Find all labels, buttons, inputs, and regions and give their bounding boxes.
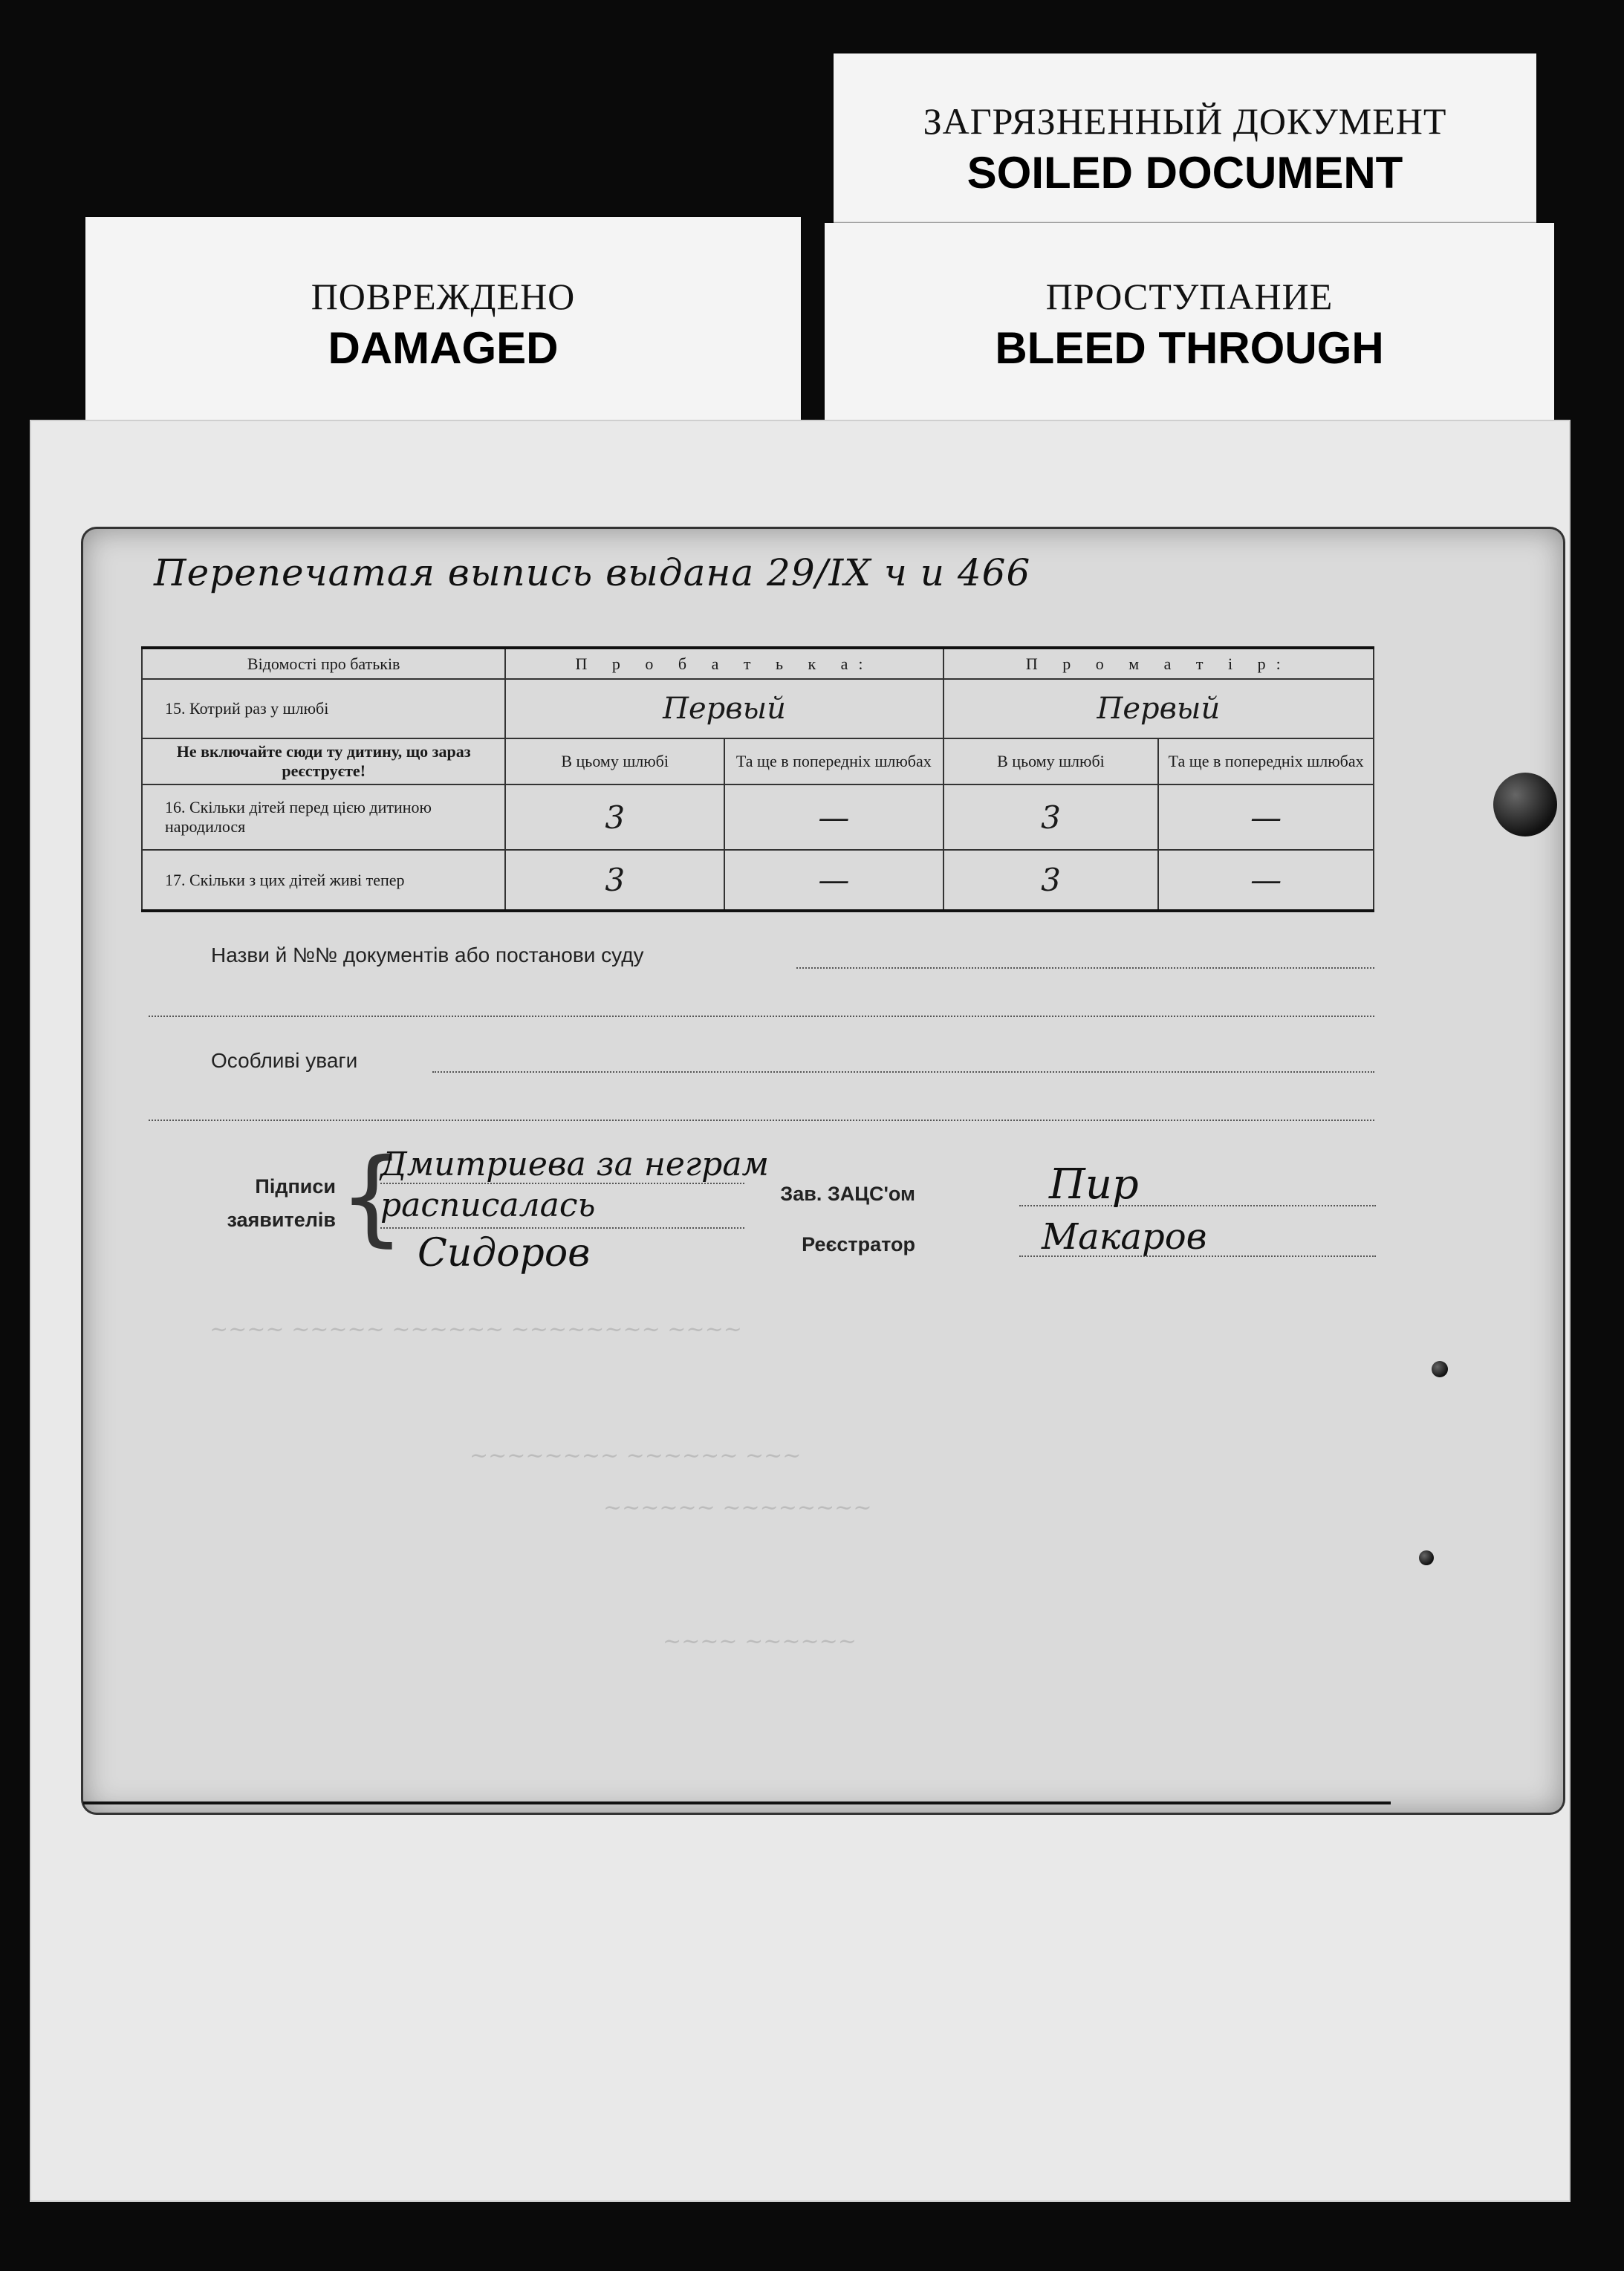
remarks-line bbox=[432, 1071, 1374, 1073]
row17-label: 17. Скільки з цих дітей живі тепер bbox=[142, 850, 505, 911]
registrar-signature: Макаров bbox=[1042, 1216, 1207, 1258]
bleed-tag-en: BLEED THROUGH bbox=[995, 323, 1384, 373]
soiled-tag-ru: ЗАГРЯЗНЕННЫЙ ДОКУМЕНТ bbox=[923, 100, 1447, 142]
bleed-tag-ru: ПРОСТУПАНИЕ bbox=[1045, 276, 1334, 317]
row15-father: Первый bbox=[505, 679, 943, 738]
registrar-label: Реєстратор bbox=[802, 1233, 915, 1255]
father-prev-marriages-header: Та ще в попередніх шлюбах bbox=[724, 738, 943, 784]
mother-this-marriage-header: В цьому шлюбі bbox=[943, 738, 1159, 784]
damaged-tag-en: DAMAGED bbox=[328, 323, 559, 373]
header-father: П р о б а т ь к а: bbox=[505, 648, 943, 679]
documents-label: Назви й №№ документів або постанови суду bbox=[211, 943, 644, 966]
handwritten-note: Перепечатая выпись выдана 29/IX ч и 466 bbox=[154, 551, 1031, 594]
row17-mother-this: 3 bbox=[943, 850, 1159, 911]
rivet bbox=[1493, 773, 1557, 836]
row17-father-this: 3 bbox=[505, 850, 724, 911]
row15-label: 15. Котрий раз у шлюбі bbox=[142, 679, 505, 738]
row15-mother: Первый bbox=[943, 679, 1374, 738]
documents-line bbox=[796, 967, 1374, 969]
remarks-line-2 bbox=[149, 1120, 1374, 1121]
row16-father-prev: — bbox=[724, 784, 943, 850]
rivet-hole bbox=[1419, 1550, 1434, 1565]
mother-prev-marriages-header: Та ще в попередніх шлюбах bbox=[1158, 738, 1374, 784]
bleed-through-text: ~~~~~~ ~~~~~~~~ bbox=[603, 1495, 872, 1521]
parents-info-table bbox=[141, 646, 1374, 912]
bottom-rule bbox=[83, 1801, 1391, 1804]
applicant-line-1 bbox=[380, 1183, 744, 1184]
bleed-through-text: ~~~~ ~~~~~~ bbox=[663, 1628, 857, 1654]
row16-label: 16. Скільки дітей перед цією дитиною народилося bbox=[142, 784, 505, 850]
row17-mother-prev: — bbox=[1158, 850, 1374, 911]
row16-father-this: 3 bbox=[505, 784, 724, 850]
registration-card bbox=[83, 529, 1563, 1813]
applicants-label bbox=[195, 1175, 336, 1232]
damaged-tag-ru: ПОВРЕЖДЕНО bbox=[311, 276, 576, 317]
head-zags-label: Зав. ЗАЦС'ом bbox=[780, 1183, 915, 1205]
remarks-label: Особливі уваги bbox=[211, 1049, 358, 1072]
bleed-through-text: ~~~~~~~~ ~~~~~~ ~~~ bbox=[470, 1443, 802, 1469]
header-mother: П р о м а т і р: bbox=[943, 648, 1374, 679]
applicant-signature-line1: Дмитриева за неграм bbox=[380, 1146, 770, 1183]
row16-mother-this: 3 bbox=[943, 784, 1159, 850]
bleed-through-text: ~~~~ ~~~~~ ~~~~~~ ~~~~~~~~ ~~~~ bbox=[210, 1316, 742, 1342]
applicants-label-line1: Підписи bbox=[255, 1175, 336, 1198]
row17-father-prev: — bbox=[724, 850, 943, 911]
exclusion-note: Не включайте сюди ту дитину, що зараз реєструєте! bbox=[142, 738, 505, 784]
soiled-tag-en: SOILED DOCUMENT bbox=[967, 148, 1403, 198]
father-this-marriage-header: В цьому шлюбі bbox=[505, 738, 724, 784]
head-signature: Пир bbox=[1049, 1160, 1139, 1209]
bleed-through-tag bbox=[825, 223, 1554, 446]
documents-line-2 bbox=[149, 1016, 1374, 1017]
brace: { bbox=[339, 1137, 406, 1258]
applicant-line-2 bbox=[380, 1227, 744, 1229]
soiled-document-tag bbox=[834, 53, 1536, 236]
header-parents: Відомості про батьків bbox=[142, 648, 505, 679]
applicant-signature-line3: Сидоров bbox=[418, 1231, 591, 1276]
applicants-label-line2: заявителів bbox=[227, 1209, 336, 1231]
row16-mother-prev: — bbox=[1158, 784, 1374, 850]
applicant-signature-line2: расписалась bbox=[380, 1186, 596, 1224]
rivet-hole bbox=[1432, 1361, 1448, 1377]
